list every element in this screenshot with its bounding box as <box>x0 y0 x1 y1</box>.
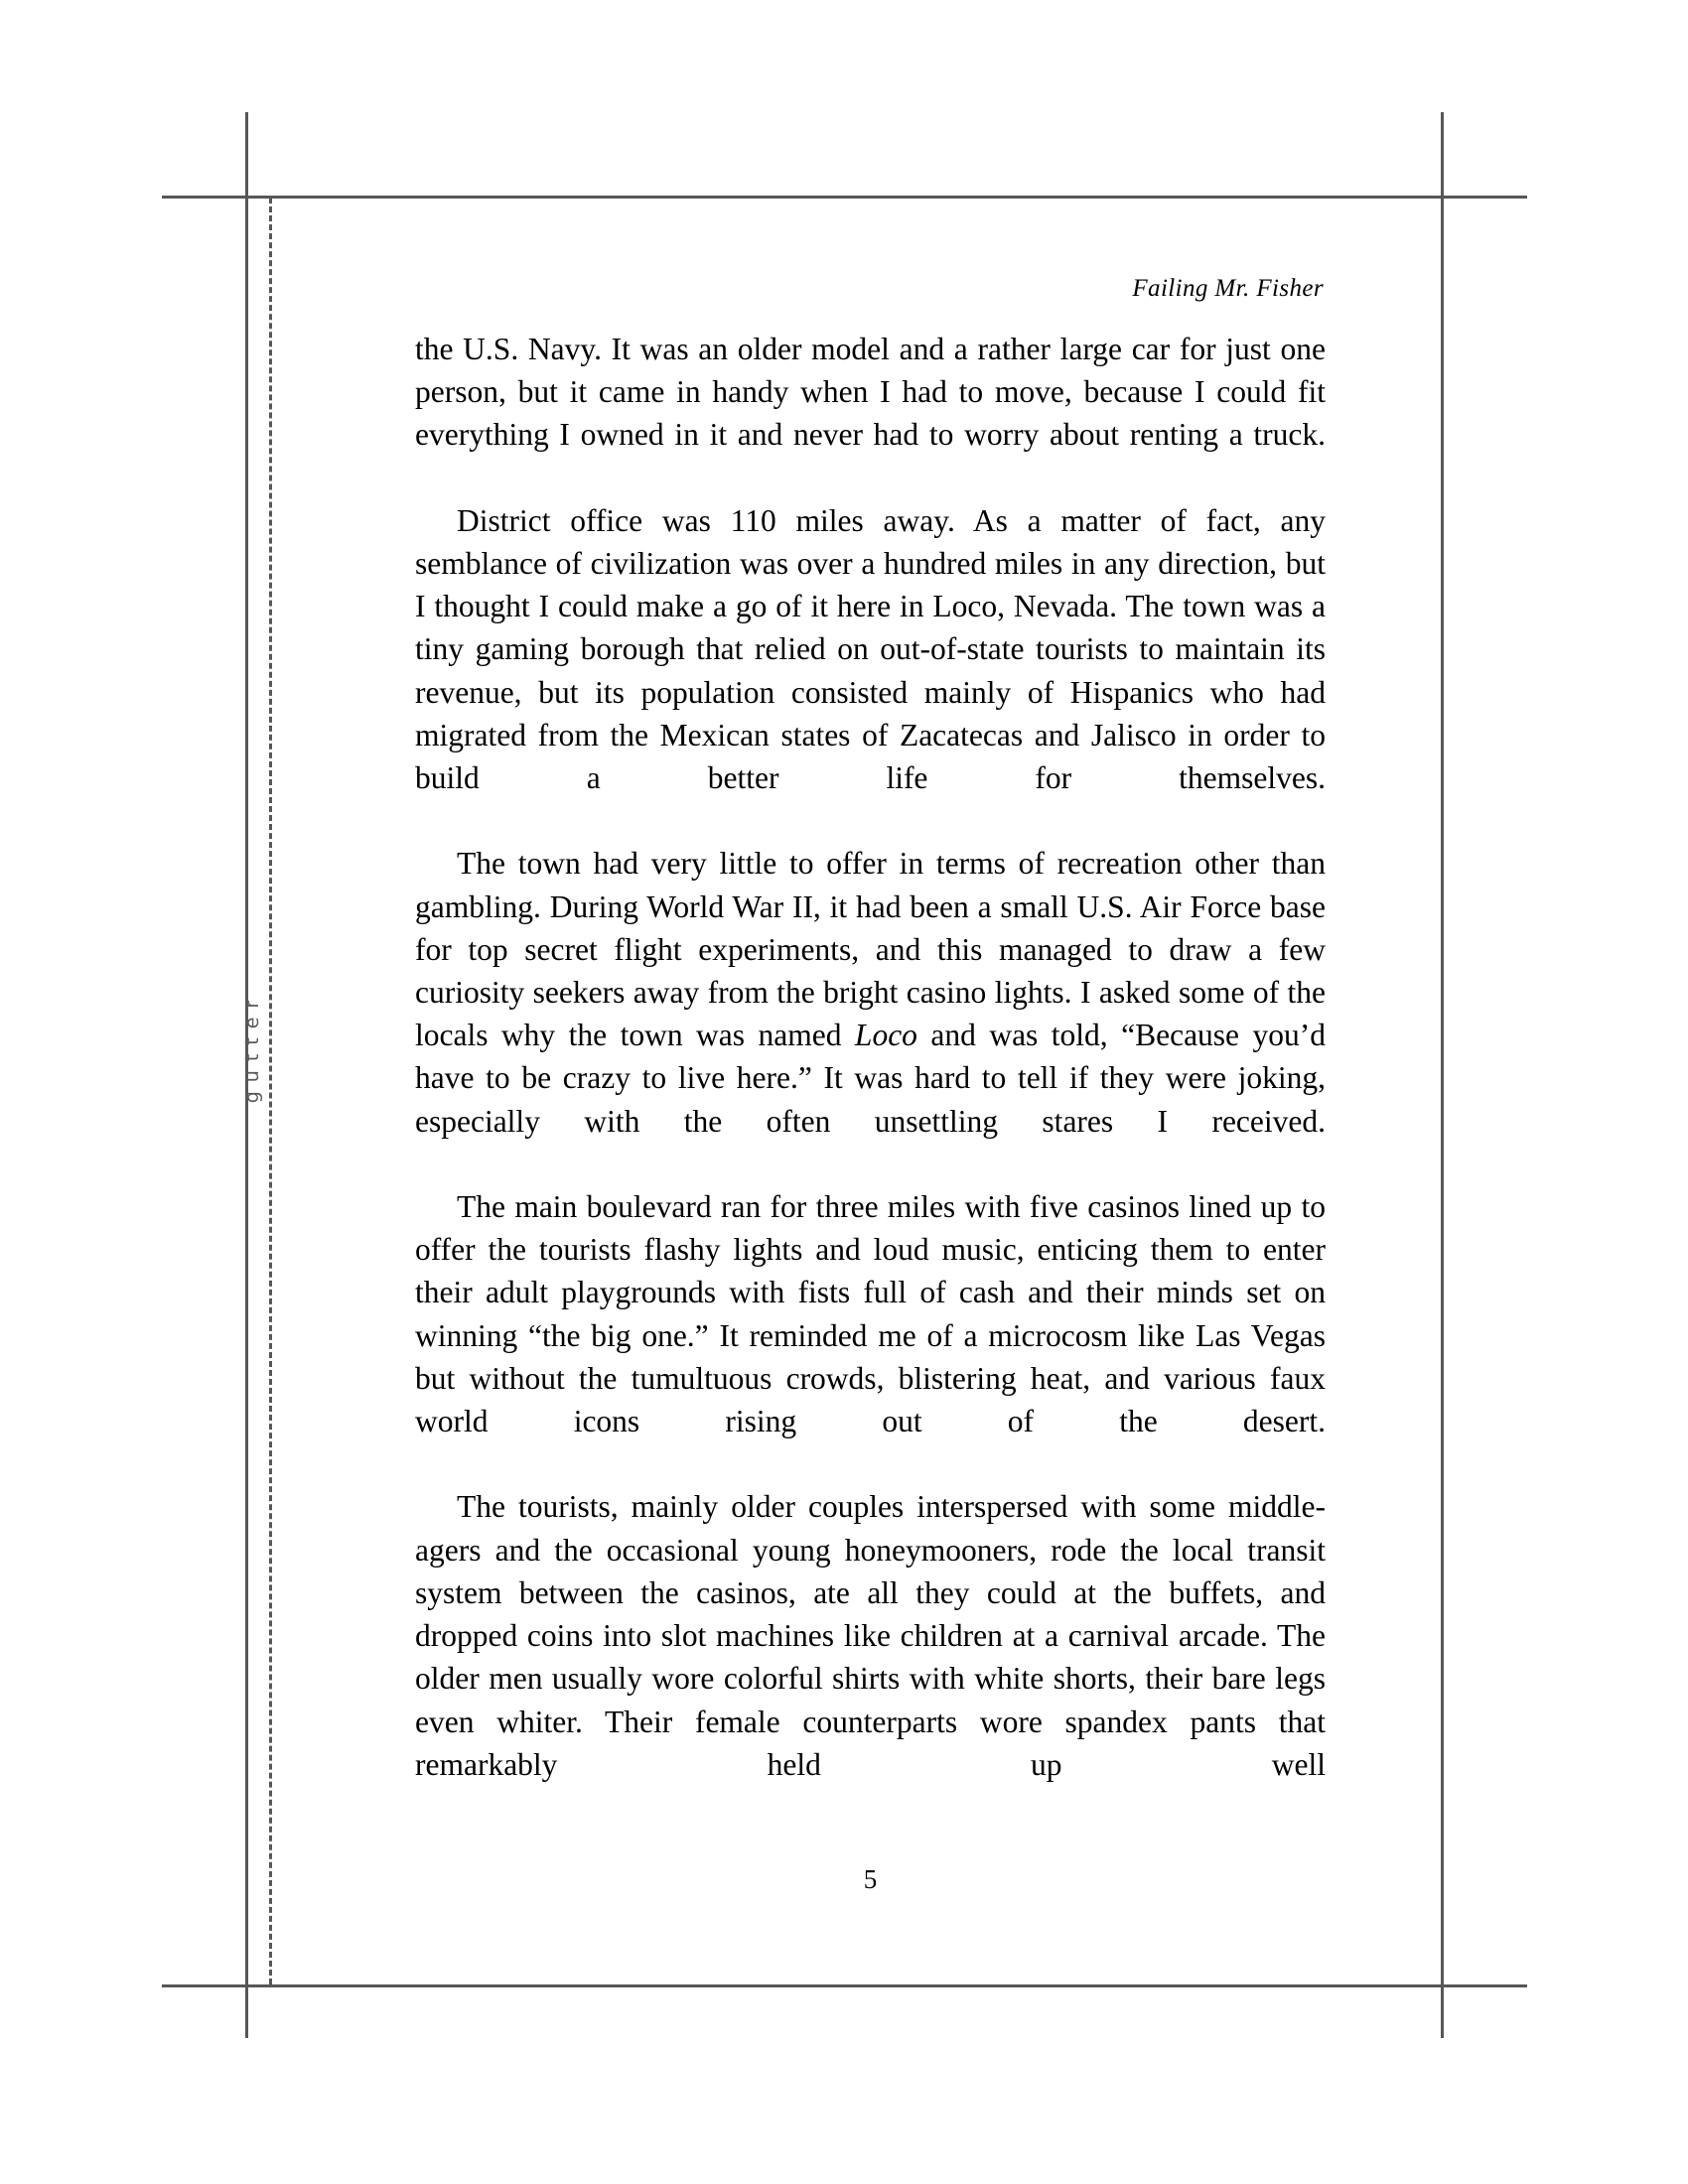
paragraph-navy: the U.S. Navy. It was an older model and a rather large car for just one person, but it came in handy when I had to move, because I could fit everything I owned in it and never had to worry about renting a truck. <box>415 332 1326 453</box>
trim-line-top <box>162 196 1527 199</box>
paragraph-tourists: The tourists, mainly older couples interspersed with some middle-agers and the occasional young honeymooners, rode the local transit system between the casinos, ate all they could at the buffets, and dropped coins into slot machines like children at a carnival arcade. The older men usually wore colorful shirts with white shorts, their bare legs even whiter. Their female counterparts wore spandex pants that remarkably held up well <box>415 1489 1326 1782</box>
body-text-block <box>415 328 1326 1829</box>
gutter-guide-line <box>269 198 272 1984</box>
italic-town-name: Loco <box>854 1018 917 1053</box>
paragraph-recreation-part-2: and was told, “Because you’d have to be crazy to live here.” It was hard to tell if they were joking, especially with the often unsettling stares I received. <box>415 1018 1326 1139</box>
trim-line-right <box>1441 112 1444 2038</box>
paragraph-boulevard: The main boulevard ran for three miles with five casinos lined up to offer the tourists flashy lights and loud music, enticing them to enter their adult playgrounds with fists full of cash and their minds set on winning “the big one.” It reminded me of a microcosm like Las Vegas but without the tumultuous crowds, blistering heat, and various faux world icons rising out of the desert. <box>415 1189 1326 1439</box>
paragraph-district-office: District office was 110 miles away. As a matter of fact, any semblance of civilization was over a hundred miles in any direction, but I thought I could make a go of it here in Loco, Nevada. The town was a tiny gaming borough that relied on out-of-state tourists to maintain its revenue, but its population consisted mainly of Hispanics who had migrated from the Mexican states of Zacatecas and Jalisco in order to build a better life for themselves. <box>415 502 1326 796</box>
paragraph-recreation <box>415 842 1326 1185</box>
page-number: 5 <box>863 1864 878 1894</box>
paragraph-recreation-part-1: The town had very little to offer in terms of recreation other than gambling. During World War II, it had been a small U.S. Air Force base for top secret flight experiments, and this managed to draw a few curiosity seekers away from the bright casino lights. I asked some of the locals why the town was named <box>415 846 1326 1053</box>
trim-line-bottom <box>162 1984 1527 1987</box>
gutter-label: gutter <box>241 991 263 1104</box>
running-head: Failing Mr. Fisher <box>1132 275 1324 302</box>
